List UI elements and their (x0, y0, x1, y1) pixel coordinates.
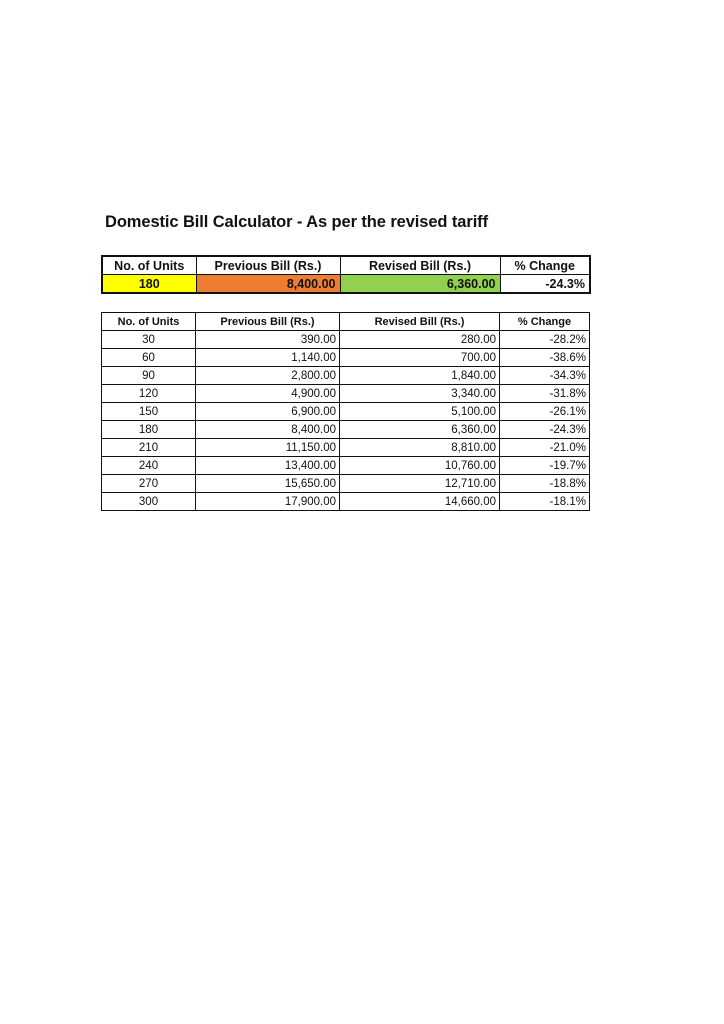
revised-bill-cell: 280.00 (340, 331, 500, 349)
percent-change-cell: -34.3% (500, 367, 590, 385)
percent-change-cell: -24.3% (500, 421, 590, 439)
units-cell: 180 (102, 421, 196, 439)
previous-bill-cell: 11,150.00 (196, 439, 340, 457)
previous-bill-cell: 2,800.00 (196, 367, 340, 385)
units-cell: 150 (102, 403, 196, 421)
revised-bill-cell: 6,360.00 (340, 421, 500, 439)
tariff-comparison-table (101, 312, 590, 511)
table-row (102, 439, 590, 457)
units-cell: 240 (102, 457, 196, 475)
table-row (102, 385, 590, 403)
calculator-input-row (102, 275, 590, 294)
calculator-header-row (102, 256, 590, 275)
previous-bill-cell: 13,400.00 (196, 457, 340, 475)
previous-bill-cell: 8,400.00 (196, 421, 340, 439)
revised-bill-cell: 14,660.00 (340, 493, 500, 511)
revised-bill-header: Revised Bill (Rs.) (340, 256, 500, 275)
table-row (102, 475, 590, 493)
revised-bill-cell: 8,810.00 (340, 439, 500, 457)
units-cell: 30 (102, 331, 196, 349)
column-header-revised-bill: Revised Bill (Rs.) (340, 313, 500, 331)
table-row (102, 457, 590, 475)
units-cell: 90 (102, 367, 196, 385)
column-header-previous-bill: Previous Bill (Rs.) (196, 313, 340, 331)
page-title: Domestic Bill Calculator - As per the revised tariff (105, 213, 488, 231)
table-row (102, 331, 590, 349)
revised-bill-cell: 12,710.00 (340, 475, 500, 493)
percent-change-cell: -21.0% (500, 439, 590, 457)
table-row (102, 367, 590, 385)
units-header: No. of Units (102, 256, 196, 275)
previous-bill-cell: 1,140.00 (196, 349, 340, 367)
previous-bill-cell: 4,900.00 (196, 385, 340, 403)
percent-change-result: -24.3% (500, 275, 590, 294)
column-header-units: No. of Units (102, 313, 196, 331)
percent-change-cell: -38.6% (500, 349, 590, 367)
column-header-percent-change: % Change (500, 313, 590, 331)
revised-bill-cell: 5,100.00 (340, 403, 500, 421)
previous-bill-result: 8,400.00 (196, 275, 340, 294)
percent-change-cell: -26.1% (500, 403, 590, 421)
revised-bill-cell: 3,340.00 (340, 385, 500, 403)
percent-change-cell: -31.8% (500, 385, 590, 403)
units-input-cell[interactable]: 180 (102, 275, 196, 294)
table-row (102, 403, 590, 421)
table-row (102, 349, 590, 367)
units-cell: 270 (102, 475, 196, 493)
percent-change-cell: -18.8% (500, 475, 590, 493)
units-cell: 210 (102, 439, 196, 457)
percent-change-header: % Change (500, 256, 590, 275)
table-header-row (102, 313, 590, 331)
revised-bill-cell: 10,760.00 (340, 457, 500, 475)
units-cell: 60 (102, 349, 196, 367)
percent-change-cell: -18.1% (500, 493, 590, 511)
revised-bill-result: 6,360.00 (340, 275, 500, 294)
percent-change-cell: -19.7% (500, 457, 590, 475)
previous-bill-cell: 15,650.00 (196, 475, 340, 493)
percent-change-cell: -28.2% (500, 331, 590, 349)
revised-bill-cell: 700.00 (340, 349, 500, 367)
bill-calculator-table (101, 255, 591, 294)
previous-bill-cell: 390.00 (196, 331, 340, 349)
units-cell: 300 (102, 493, 196, 511)
table-row (102, 421, 590, 439)
table-row (102, 493, 590, 511)
previous-bill-cell: 6,900.00 (196, 403, 340, 421)
units-cell: 120 (102, 385, 196, 403)
revised-bill-cell: 1,840.00 (340, 367, 500, 385)
previous-bill-header: Previous Bill (Rs.) (196, 256, 340, 275)
previous-bill-cell: 17,900.00 (196, 493, 340, 511)
